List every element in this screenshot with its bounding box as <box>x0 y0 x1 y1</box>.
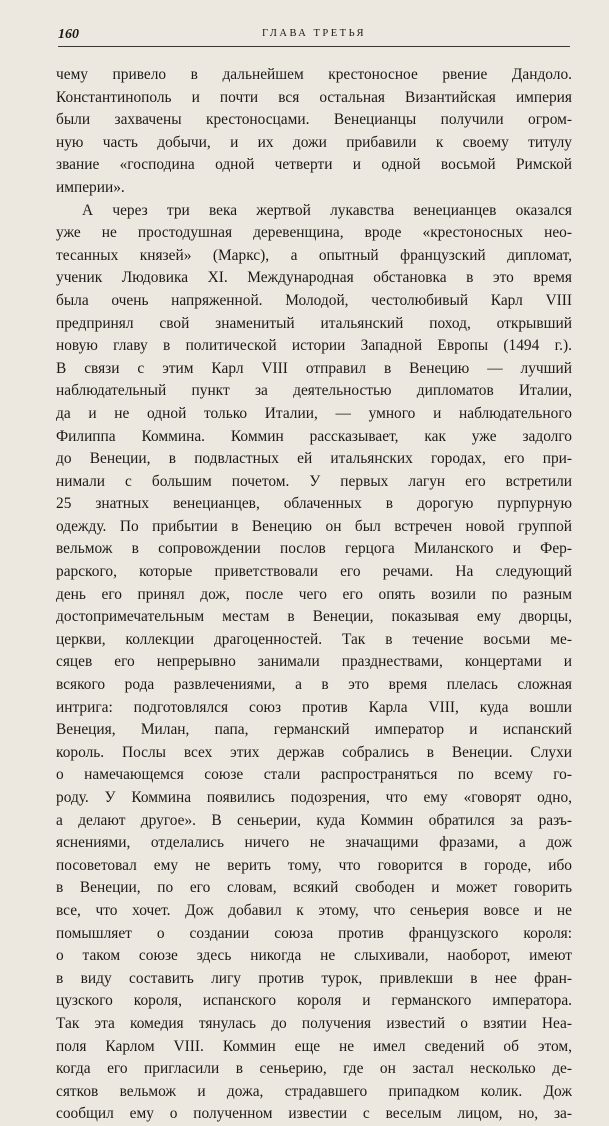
text-line: предпринял свой знаменитый итальянский поход, открывший <box>56 314 572 332</box>
text-line: когда его пригласили в сеньерию, где он застал несколько де- <box>56 1060 572 1078</box>
text-line: в виду составить лигу против турок, привлекши в нее фран- <box>56 969 572 987</box>
text-line: день его принял дож, после чего его опять возили по разным <box>56 585 572 603</box>
text-line: была очень напряженной. Молодой, честолюбивый Карл VIII <box>56 291 572 309</box>
body-text <box>56 64 572 1126</box>
text-line: в Венеции, по его словам, всякий свободен и может говорить <box>56 879 572 897</box>
text-line: до Венеции, в подвластных ей итальянских городах, его при- <box>56 450 572 468</box>
text-line: наблюдательный пункт за деятельностью дипломатов Италии, <box>56 382 572 400</box>
text-line: яснениями, отделались ничего не значащими фразами, а дож <box>56 834 572 852</box>
text-line: Так эта комедия тянулась до получения известий о взятии Неа- <box>56 1014 572 1032</box>
text-line: интрига: подготовлялся союз против Карла VIII, куда вошли <box>56 698 572 716</box>
text-line: ученик Людовика XI. Международная обстановка в это время <box>56 269 572 287</box>
text-line: вельмож в сопровождении послов герцога Миланского и Фер- <box>56 540 572 558</box>
text-line: рарского, которые приветствовали его речами. На следующий <box>56 563 572 581</box>
text-line: одежду. По прибытии в Венецию он был встречен новой группой <box>56 517 572 535</box>
text-line: церкви, коллекции драгоценностей. Так в течение восьми ме- <box>56 630 572 648</box>
text-line: о таком союзе здесь никогда не слыхивали, наоборот, имеют <box>56 947 572 965</box>
text-line: 25 знатных венецианцев, облаченных в дорогую пурпурную <box>56 495 572 513</box>
text-line: А через три века жертвой лукавства венецианцев оказался <box>82 201 572 219</box>
text-line: В связи с этим Карл VIII отправил в Венецию — лучший <box>56 359 572 377</box>
text-line: король. Послы всех этих держав собрались в Венеции. Слухи <box>56 743 572 761</box>
text-line: роду. У Коммина появились подозрения, что ему «говорят одно, <box>56 789 572 806</box>
text-line: ную часть добычи, и их дожи прибавили к своему титулу <box>56 133 572 151</box>
text-line: звание «господина одной четверти и одной восьмой Римской <box>56 156 572 174</box>
page-header <box>58 24 570 47</box>
text-line: сяцев его непрерывно занимали празднествами, концертами и <box>56 653 572 671</box>
text-line: помышляет о создании союза против французского короля: <box>56 924 572 942</box>
text-line: Венеция, Милан, папа, германский император и испанский <box>56 721 572 739</box>
text-line: чему привело в дальнейшем крестоносное рвение Дандоло. <box>56 66 572 83</box>
text-line: сообщил ему о полученном известии с веселым лицом, но, за- <box>56 1105 572 1123</box>
text-line: посоветовал ему не верить тому, что говорится в городе, ибо <box>56 856 572 874</box>
text-line: поля Карлом VIII. Коммин еще не имел сведений об этом, <box>56 1037 572 1055</box>
text-line: да и не одной только Италии, — умного и наблюдательного <box>56 404 572 422</box>
text-line: тесанных князей» (Маркс), а опытный французский дипломат, <box>56 246 572 264</box>
text-line: Филиппа Коммина. Коммин рассказывает, как уже задолго <box>56 427 572 445</box>
text-line: цузского короля, испанского короля и германского императора. <box>56 992 572 1010</box>
text-line: все, что хочет. Дож добавил к этому, что сеньерия вовсе и не <box>56 901 572 919</box>
text-line: всякого рода развлечениями, а в это время плелась сложная <box>56 676 572 694</box>
text-line: нимали с большим почетом. У первых лагун его встретили <box>56 472 572 490</box>
text-line: уже не простодушная деревенщина, вроде «крестоносных нео- <box>56 224 572 242</box>
text-line: о намечающемся союзе стали распространяться по всему го- <box>56 766 572 784</box>
text-line: а делают другое». В сеньерии, куда Коммин обратился за разъ- <box>56 811 572 829</box>
text-line: достопримечательным местам в Венеции, показывая ему дворцы, <box>56 608 572 626</box>
text-line: новую главу в политической истории Западной Европы (1494 г.). <box>56 337 572 355</box>
text-line: империи». <box>56 178 125 196</box>
page-number: 160 <box>58 27 79 42</box>
text-line: были захвачены крестоносцами. Венецианцы получили огром- <box>56 111 572 129</box>
text-line: сятков вельмож и дожа, страдавшего припадком колик. Дож <box>56 1082 572 1100</box>
text-line: Константинополь и почти вся остальная Византийская империя <box>56 88 572 106</box>
running-head: ГЛАВА ТРЕТЬЯ <box>261 28 367 39</box>
